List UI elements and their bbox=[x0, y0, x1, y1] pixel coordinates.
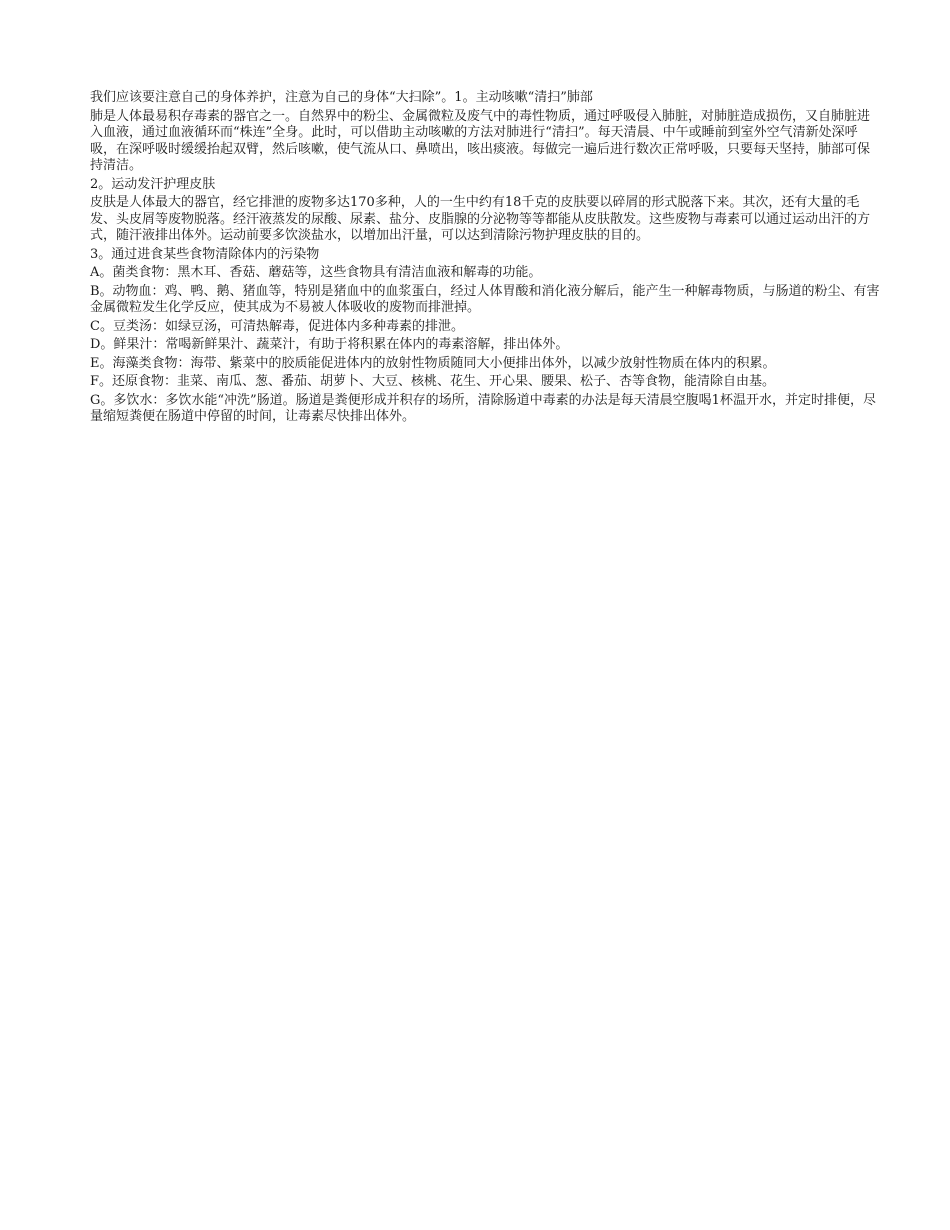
food-item-g: G。多饮水：多饮水能“冲洗”肠道。肠道是粪便形成并积存的场所，清除肠道中毒素的办法是每天清晨空腹喝1杯温开水，并定时排便，尽量缩短粪便在肠道中停留的时间，让毒素尽快排出体外。 bbox=[90, 392, 876, 424]
document-body bbox=[90, 90, 880, 428]
intro-paragraph: 我们应该要注意自己的身体养护，注意为自己的身体“大扫除”。1。主动咳嗽“清扫”肺部 bbox=[90, 90, 593, 105]
food-item-c: C。豆类汤：如绿豆汤，可清热解毒，促进体内多种毒素的排泄。 bbox=[90, 318, 464, 334]
food-item-b: B。动物血：鸡、鸭、鹅、猪血等，特别是猪血中的血浆蛋白，经过人体胃酸和消化液分解后，能产生一种解毒物质，与肠道的粉尘、有害金属微粒发生化学反应，使其成为不易被人体吸收的废物而排泄掉。 bbox=[90, 283, 880, 315]
food-item-e: E。海藻类食物：海带、紫菜中的胶质能促进体内的放射性物质随同大小便排出体外，以减少放射性物质在体内的积累。 bbox=[90, 355, 776, 371]
section-heading-skin: 2。运动发汗护理皮肤 bbox=[90, 176, 216, 192]
section-heading-food: 3。通过进食某些食物清除体内的污染物 bbox=[90, 246, 320, 262]
food-item-f: F。还原食物：韭菜、南瓜、葱、番茄、胡萝卜、大豆、核桃、花生、开心果、腰果、松子、杏等食物，能清除自由基。 bbox=[90, 374, 776, 389]
skin-paragraph: 皮肤是人体最大的器官，经它排泄的废物多达170多种，人的一生中约有18千克的皮肤要以碎屑的形式脱落下来。其次，还有大量的毛发、头皮屑等废物脱落。经汗液蒸发的尿酸、尿素、盐分、皮脂腺的分泌物等等都能从皮肤散发。这些废物与毒素可以通过运动出汗的方式，随汗液排出体外。运动前要多饮淡盐水，以增加出汗量，可以达到清除污物护理皮肤的目的。 bbox=[90, 195, 871, 243]
food-item-a: A。菌类食物：黑木耳、香菇、蘑菇等，这些食物具有清洁血液和解毒的功能。 bbox=[90, 265, 542, 280]
lung-paragraph: 肺是人体最易积存毒素的器官之一。自然界中的粉尘、金属微粒及废气中的毒性物质，通过呼吸侵入肺脏，对肺脏造成损伤，又自肺脏进入血液，通过血液循环而“株连”全身。此时，可以借助主动咳嗽的方法对肺进行“清扫”。每天清晨、中午或睡前到室外空气清新处深呼吸，在深呼吸时缓缓抬起双臂，然后咳嗽，使气流从口、鼻喷出，咳出痰液。每做完一遍后进行数次正常呼吸，只要每天坚持，肺部可保持清洁。 bbox=[90, 108, 871, 173]
food-item-d: D。鲜果汁：常喝新鲜果汁、蔬菜汁，有助于将积累在体内的毒素溶解，排出体外。 bbox=[90, 337, 569, 352]
